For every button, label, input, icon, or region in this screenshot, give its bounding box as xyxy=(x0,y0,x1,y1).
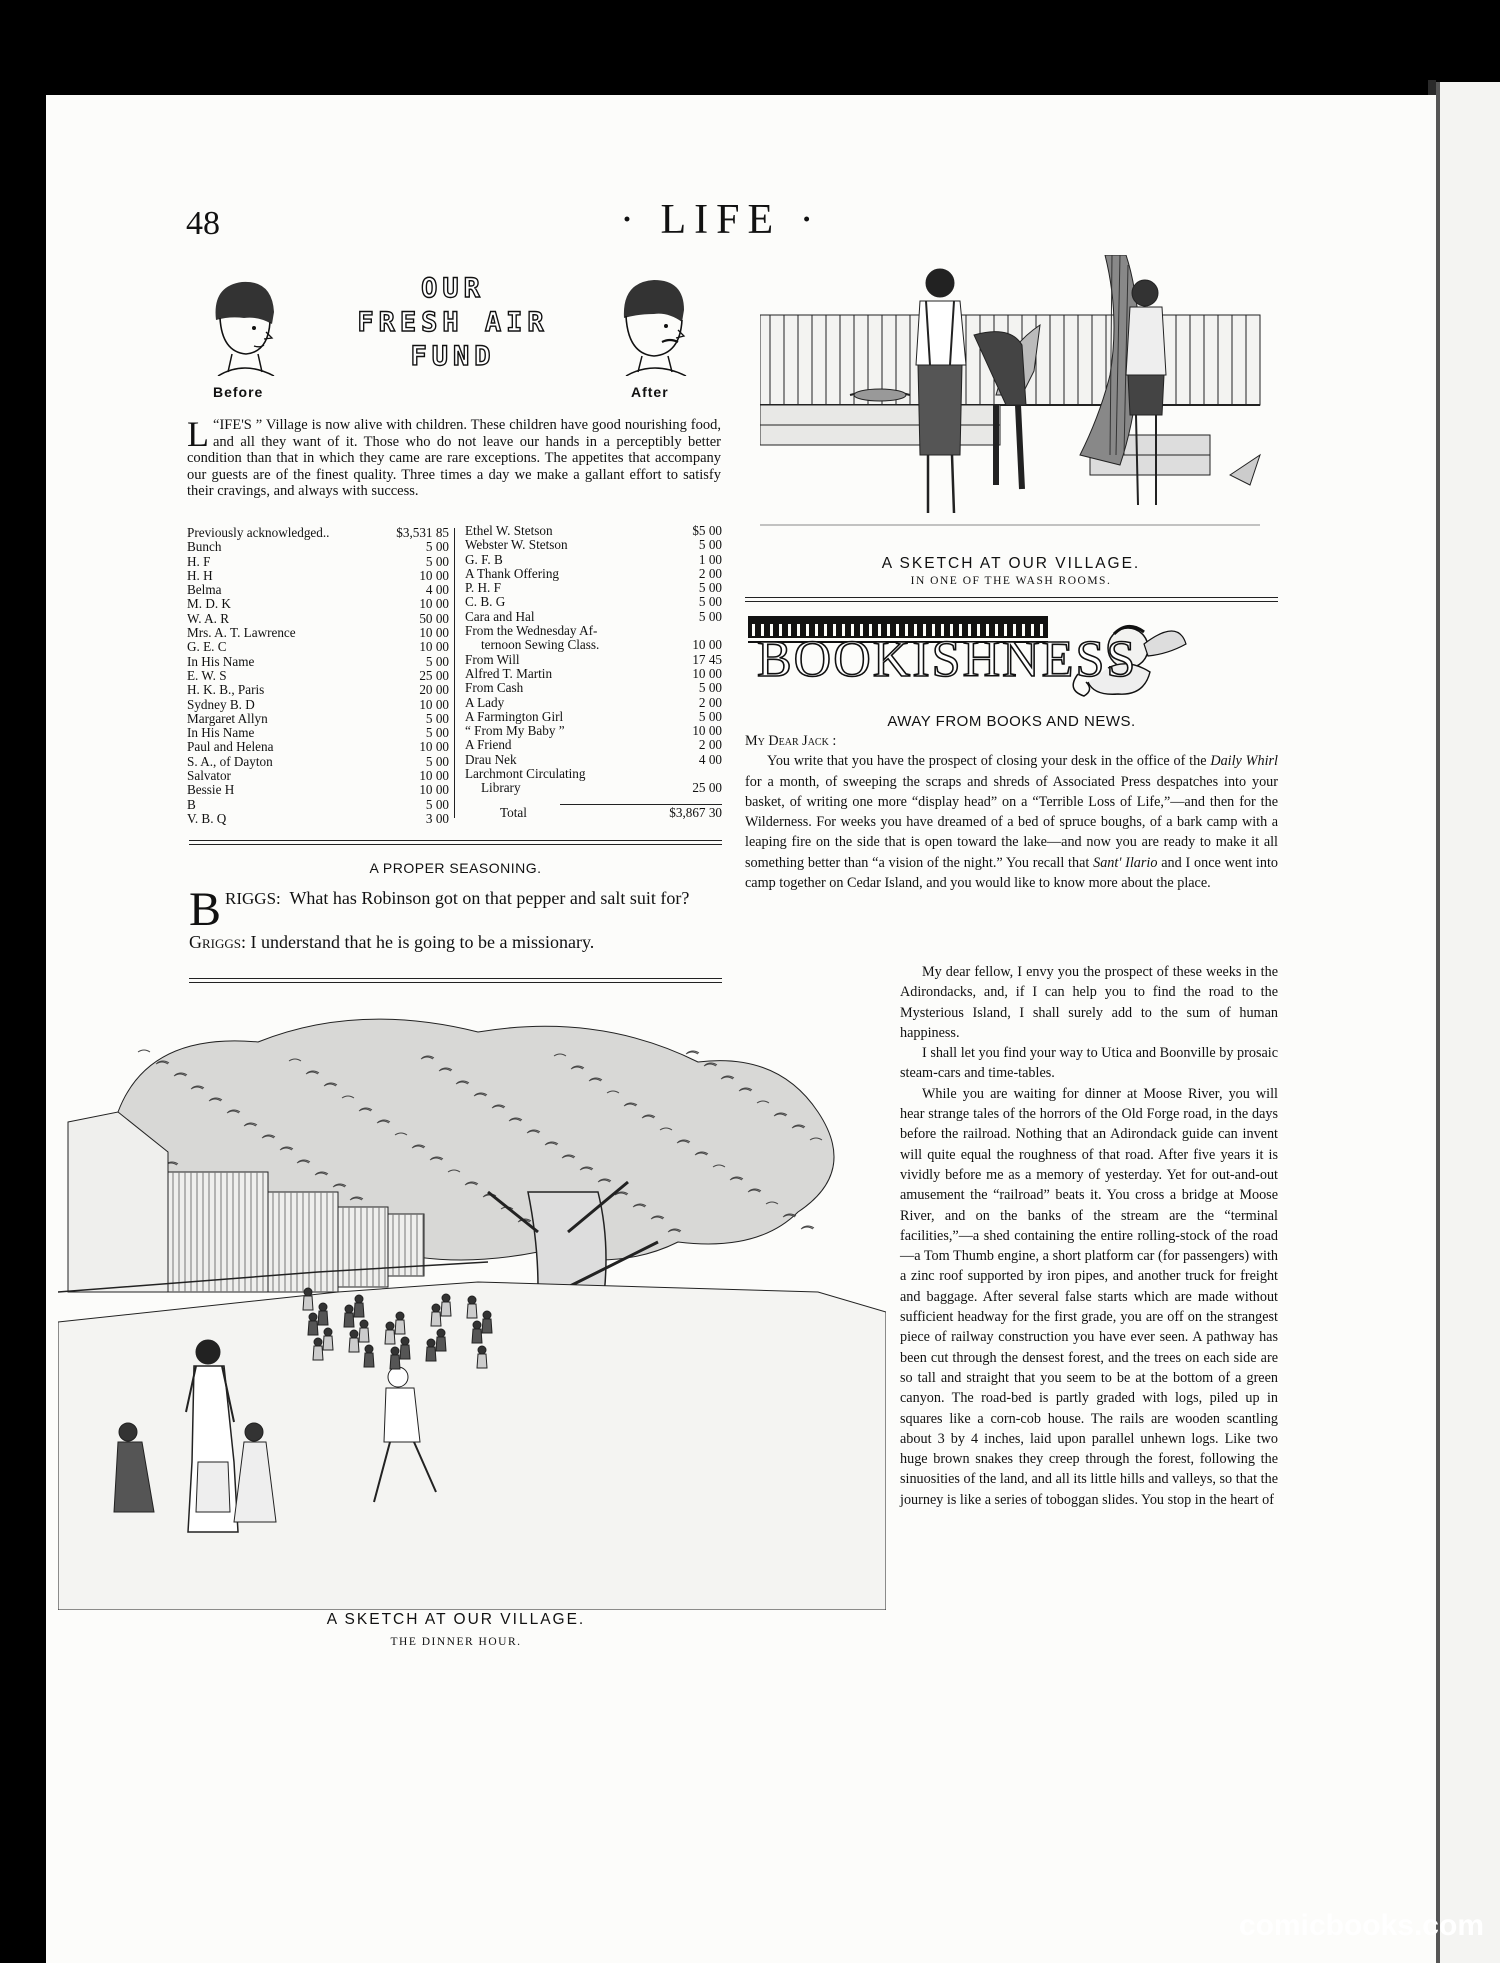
contributor-name: ternoon Sewing Class. xyxy=(481,637,600,653)
contributor-name: A Lady xyxy=(465,694,505,710)
contribution-amount: $3,531 85 xyxy=(396,525,449,540)
contribution-row xyxy=(465,753,722,767)
contributions-list-left xyxy=(187,526,449,826)
contribution-amount: 5 00 xyxy=(425,710,449,726)
contribution-amount: 10 00 xyxy=(419,625,449,641)
contribution-amount: 10 00 xyxy=(419,567,449,583)
dinner-sketch-subcaption: THE DINNER HOUR. xyxy=(390,1636,522,1648)
contribution-row xyxy=(465,610,722,624)
page-number: 48 xyxy=(186,205,220,242)
contributor-name: In His Name xyxy=(187,725,255,741)
contribution-row xyxy=(187,655,449,669)
contribution-row xyxy=(465,653,722,667)
contribution-row xyxy=(465,724,722,738)
contribution-row xyxy=(187,755,449,769)
contribution-amount: 10 00 xyxy=(419,596,449,612)
fund-intro xyxy=(187,414,721,500)
contributor-name: H. H xyxy=(187,567,213,583)
contribution-row xyxy=(465,738,722,752)
contributor-name: A Friend xyxy=(465,737,512,753)
contributor-name: Library xyxy=(481,780,521,796)
contribution-amount: 5 00 xyxy=(698,708,722,724)
contribution-row xyxy=(465,567,722,581)
contributor-name: B xyxy=(187,796,196,812)
seasoning-line-1 xyxy=(189,883,722,936)
section-rule-2 xyxy=(189,978,722,983)
contribution-row xyxy=(187,726,449,740)
contribution-amount: 10 00 xyxy=(419,782,449,798)
wash-sketch-subcaption: IN ONE OF THE WASH ROOMS. xyxy=(910,575,1112,587)
contributor-name: S. A., of Dayton xyxy=(187,753,273,769)
contribution-amount: 4 00 xyxy=(698,751,722,767)
contribution-row xyxy=(187,526,449,540)
contribution-row xyxy=(465,624,722,638)
contributor-name: W. A. R xyxy=(187,610,230,626)
contribution-amount: 2 00 xyxy=(698,694,722,710)
contribution-amount: 5 00 xyxy=(425,553,449,569)
contributor-name: Previously acknowledged.. xyxy=(187,525,330,540)
masthead-title: · LIFE · xyxy=(620,197,822,243)
intro-open-quote: “ xyxy=(213,417,220,433)
contributor-name: Margaret Allyn xyxy=(187,710,268,726)
intro-dropcap: L xyxy=(187,414,209,454)
contribution-row xyxy=(187,683,449,697)
contribution-amount: 5 00 xyxy=(698,537,722,553)
contributor-name: Bessie H xyxy=(187,782,235,798)
after-boy-sketch xyxy=(612,272,696,381)
contribution-row xyxy=(187,540,449,554)
contribution-amount: 5 00 xyxy=(425,753,449,769)
contributor-name: E. W. S xyxy=(187,667,227,683)
article-paragraph-3: I shall let you find your way to Utica and Boonville by prosaic steam-cars and time-tables. xyxy=(900,1045,1278,1082)
contribution-row xyxy=(187,583,449,597)
contribution-row xyxy=(465,638,722,652)
dinner-hour-illustration xyxy=(58,992,886,1615)
contribution-amount: 20 00 xyxy=(419,682,449,698)
contribution-amount: 50 00 xyxy=(419,610,449,626)
contributor-name: M. D. K xyxy=(187,596,231,612)
contributor-name: Mrs. A. T. Lawrence xyxy=(187,625,296,641)
intro-text: IFE'S ” Village is now alive with children. These children have good nourishing food, and all they want of it. Those who do not leave our hands in a perceptibly better condition than that in which they came are rare exceptions. The appetites that accompany our guests are of the finest quality. Three times a day we make a gallant effort to satisfy their cravings, and always with success. xyxy=(187,417,721,499)
contributions-total xyxy=(500,806,722,820)
contributor-name: A Thank Offering xyxy=(465,565,560,581)
contribution-amount: 5 00 xyxy=(698,580,722,596)
contributor-name: Larchmont Circulating xyxy=(465,766,586,782)
fund-title xyxy=(348,272,558,374)
contribution-amount: 3 00 xyxy=(425,810,449,826)
contribution-row xyxy=(187,640,449,654)
contribution-row xyxy=(465,595,722,609)
bookishness-subtitle: AWAY FROM BOOKS AND NEWS. xyxy=(887,713,1136,730)
dinner-sketch-caption: A SKETCH AT OUR VILLAGE. xyxy=(326,1611,586,1628)
contribution-amount: 5 00 xyxy=(698,608,722,624)
contribution-row xyxy=(465,710,722,724)
contribution-amount: 10 00 xyxy=(692,723,722,739)
contribution-amount: 10 00 xyxy=(419,639,449,655)
contributor-name: G. F. B xyxy=(465,551,503,567)
article-paragraph-1: You write that you have the prospect of closing your desk in the office of the Daily Whirl for a month, of sweeping the scraps and shreds of Associated Press despatches into your basket, of writing one more “display head” on a “Terrible Loss of Life,”—and then for the Wilderness. For weeks you have dreamed of a bed of spruce boughs, of a bark camp with a leaping fire on the side that is open toward the lake—and now you are ready to make it all something better than “a vision of the night.” You recall that Sant' Ilario and I once went into camp together on Cedar Island, and you would like to know more about the place. xyxy=(745,753,1279,892)
wash-room-illustration xyxy=(760,255,1270,532)
contribution-row xyxy=(187,597,449,611)
contribution-row xyxy=(465,767,722,781)
contribution-row xyxy=(465,781,722,795)
contribution-amount: $5 00 xyxy=(692,523,722,538)
contributor-name: G. E. C xyxy=(187,639,227,655)
next-page-edge xyxy=(1436,82,1500,1963)
article-paragraph-2: My dear fellow, I envy you the prospect of these weeks in the Adirondacks, and, if I can help you to find the road to the Mysterious Island, I shall surely add to the sum of human happiness. xyxy=(900,964,1278,1041)
contribution-amount: 5 00 xyxy=(698,594,722,610)
contribution-amount: 10 00 xyxy=(692,665,722,681)
contribution-amount: 5 00 xyxy=(425,796,449,812)
contribution-row xyxy=(465,553,722,567)
contribution-amount: 2 00 xyxy=(698,565,722,581)
before-label: Before xyxy=(213,384,264,400)
contribution-row xyxy=(465,681,722,695)
contribution-row xyxy=(187,783,449,797)
contribution-amount: 5 00 xyxy=(425,725,449,741)
total-label: Total xyxy=(500,805,527,820)
speaker-griggs: Griggs xyxy=(189,932,242,952)
contribution-amount xyxy=(682,624,722,638)
seasoning-title: A PROPER SEASONING. xyxy=(369,860,542,876)
section-rule-1 xyxy=(189,840,722,845)
contribution-row xyxy=(465,581,722,595)
after-label: After xyxy=(631,384,669,400)
contribution-amount: 25 00 xyxy=(692,780,722,796)
contribution-row xyxy=(465,538,722,552)
griggs-line: : I understand that he is going to be a missionary. xyxy=(241,932,595,952)
contribution-row xyxy=(187,740,449,754)
contribution-amount: 10 00 xyxy=(692,637,722,653)
contribution-row xyxy=(465,667,722,681)
briggs-line: What has Robinson got on that pepper and salt suit for? xyxy=(289,888,690,908)
contributor-name: From Will xyxy=(465,651,520,667)
contribution-row xyxy=(187,712,449,726)
wash-sketch-caption: A SKETCH AT OUR VILLAGE. xyxy=(881,555,1141,572)
next-page-shadow xyxy=(1436,82,1440,1963)
contributor-name: Drau Nek xyxy=(465,751,517,767)
contribution-amount: 5 00 xyxy=(425,653,449,669)
contribution-row xyxy=(465,696,722,710)
article-salutation: My Dear Jack : xyxy=(745,733,837,749)
contribution-amount: 17 45 xyxy=(692,651,722,667)
seasoning-dropcap: B xyxy=(189,883,222,936)
contribution-row xyxy=(187,798,449,812)
contribution-row xyxy=(187,698,449,712)
contributor-name: Ethel W. Stetson xyxy=(465,523,553,538)
contributor-name: Alfred T. Martin xyxy=(465,665,553,681)
bookishness-title: BOOKISHNESS xyxy=(757,631,1138,688)
article-paragraph-4: While you are waiting for dinner at Moose River, you will hear strange tales of the horrors of the Old Forge road, in the days before the railroad. Nothing that an Adirondack guide can invent will quite equal the roughness of that road. After five years it is vividly before me as a memory of yesterday. Yet for out-and-out amusement the “railroad” beats it. You cross a bridge at Moose River, and on the banks of the stream are the “terminal facilities,”—a shed containing the entire rolling-stock of the road—a Tom Thumb engine, a short platform car (for passengers) with a zinc roof supported by iron pipes, and another truck for freight and baggage. After several false starts which are made without sufficient headway for the first grade, you are off on the strangest piece of railway construction you have ever seen. A pathway has been cut through the densest forest, and the trees on each side are so tall and straight that you seem to be at the bottom of a green canyon. The road-bed is partly graded with logs, piled up in squares like a corn-cob house. The rails are wooden scantling about 3 by 4 inches, laid upon parallel unhewn logs. Like two huge brown snakes they creep through the forest, following the sinuosities of the land, and all its little hills and valleys, so that the journey is like a series of toboggan slides. You stop in the heart of xyxy=(900,1085,1278,1508)
contribution-amount: 25 00 xyxy=(419,667,449,683)
contribution-amount: 5 00 xyxy=(425,539,449,555)
contributor-name: C. B. G xyxy=(465,594,506,610)
contributor-name: Sydney B. D xyxy=(187,696,255,712)
list-column-divider xyxy=(454,528,455,818)
contribution-row xyxy=(187,812,449,826)
contributor-name: In His Name xyxy=(187,653,255,669)
seasoning-line-2 xyxy=(189,930,722,954)
contributor-name: From the Wednesday Af- xyxy=(465,623,598,639)
contribution-amount: 10 00 xyxy=(419,768,449,784)
contributor-name: “ From My Baby ” xyxy=(465,723,565,739)
contribution-amount: 10 00 xyxy=(419,739,449,755)
contribution-row xyxy=(465,524,722,538)
contributor-name: Cara and Hal xyxy=(465,608,535,624)
contributor-name: Webster W. Stetson xyxy=(465,537,568,553)
before-boy-sketch xyxy=(202,272,286,381)
section-rule-3 xyxy=(745,597,1278,602)
contribution-amount xyxy=(682,767,722,781)
contribution-row xyxy=(187,769,449,783)
contribution-amount: 1 00 xyxy=(698,551,722,567)
total-amount: $3,867 30 xyxy=(669,805,722,820)
contribution-row xyxy=(187,626,449,640)
contribution-row xyxy=(187,612,449,626)
fund-title-line-2: FRESH AIR xyxy=(357,307,549,338)
watermark: comicbooks.com xyxy=(1238,1909,1484,1942)
contribution-amount: 10 00 xyxy=(419,696,449,712)
speaker-briggs: RIGGS: xyxy=(225,889,281,908)
fund-title-line-1: OUR xyxy=(421,273,485,304)
contributor-name: P. H. F xyxy=(465,580,501,596)
seasoning-dialog xyxy=(189,883,722,954)
contribution-row xyxy=(187,569,449,583)
bookishness-article-column xyxy=(900,962,1278,1510)
contribution-amount: 4 00 xyxy=(425,582,449,598)
contributor-name: Belma xyxy=(187,582,222,598)
contribution-row xyxy=(187,555,449,569)
contributions-list-right xyxy=(465,524,722,796)
contribution-row xyxy=(187,669,449,683)
contributor-name: Paul and Helena xyxy=(187,739,274,755)
contributor-name: From Cash xyxy=(465,680,524,696)
contributor-name: V. B. Q xyxy=(187,810,227,826)
contributor-name: H. K. B., Paris xyxy=(187,682,265,698)
contributor-name: Salvator xyxy=(187,768,231,784)
contribution-amount: 5 00 xyxy=(698,680,722,696)
contributor-name: A Farmington Girl xyxy=(465,708,564,724)
contributor-name: H. F xyxy=(187,553,211,569)
contribution-amount: 2 00 xyxy=(698,737,722,753)
bookishness-article-top xyxy=(745,731,1278,893)
fund-title-line-3: FUND xyxy=(410,341,496,372)
contributor-name: Bunch xyxy=(187,539,222,555)
